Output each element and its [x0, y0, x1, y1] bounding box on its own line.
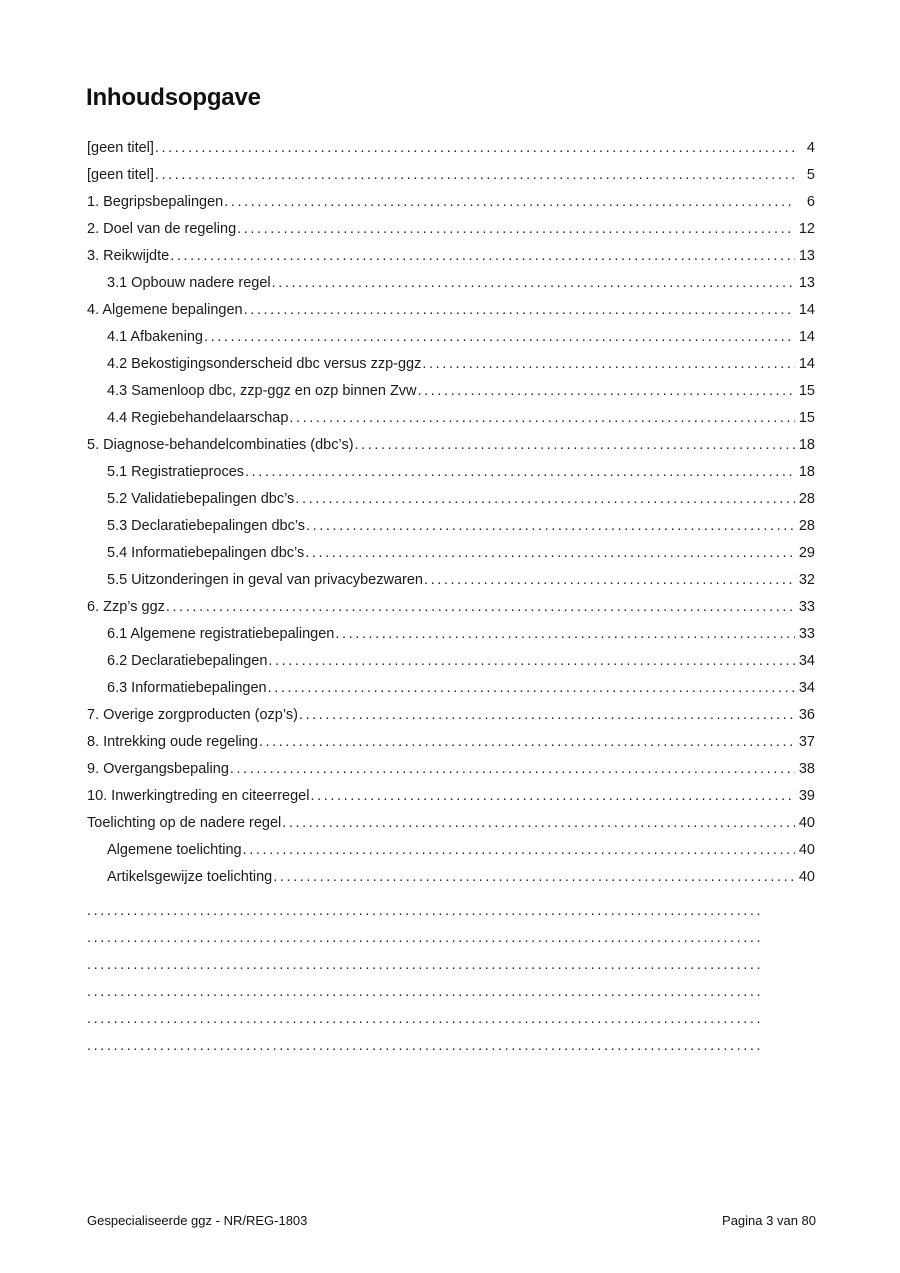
toc-entry-label: 3. Reikwijdte — [87, 248, 170, 264]
toc-entry[interactable] — [87, 621, 815, 648]
toc-leader-dots — [268, 648, 794, 675]
toc-entry-page: 39 — [798, 788, 815, 804]
toc-leader-dots — [244, 297, 795, 324]
toc-entry[interactable] — [87, 459, 815, 486]
toc-leader-dots — [166, 594, 795, 621]
toc-entry-page: 13 — [798, 248, 815, 264]
toc-entry[interactable] — [87, 594, 815, 621]
toc-entry-label: Toelichting op de nadere regel — [87, 815, 282, 831]
toc-entry-page: 40 — [798, 842, 815, 858]
toc-entry-label: 4.2 Bekostigingsonderscheid dbc versus zzp-ggz — [107, 356, 422, 372]
toc-entry-label: 3.1 Opbouw nadere regel — [107, 275, 271, 291]
toc-entry-label: 9. Overgangsbepaling — [87, 761, 229, 777]
toc-entry-page: 38 — [798, 761, 815, 777]
toc-entry-page: 33 — [798, 626, 815, 642]
toc-leader-dots — [289, 405, 794, 432]
toc-entry-label: 7. Overige zorgproducten (ozp’s) — [87, 707, 298, 723]
toc-entry-label: 6.1 Algemene registratiebepalingen — [107, 626, 335, 642]
page-title: Inhoudsopgave — [86, 84, 261, 111]
toc-entry-page: 15 — [798, 383, 815, 399]
toc-leader-dots — [299, 702, 795, 729]
toc-leader-dots — [282, 810, 795, 837]
toc-entry-label: 5. Diagnose-behandelcombinaties (dbc’s) — [87, 437, 354, 453]
toc-entry-page: 34 — [798, 680, 815, 696]
toc-entry-page: 13 — [798, 275, 815, 291]
toc-leader-dots — [310, 783, 794, 810]
toc-entry-page: 29 — [798, 545, 815, 561]
toc-entry[interactable] — [87, 756, 815, 783]
toc-leader-dots — [272, 270, 795, 297]
toc-entry-label: 1. Begripsbepalingen — [87, 194, 224, 210]
toc-entry-page: 28 — [798, 518, 815, 534]
toc-entry-label: 4.1 Afbakening — [107, 329, 203, 345]
toc-leader-dots — [273, 864, 795, 891]
toc-entry[interactable] — [87, 540, 815, 567]
toc-entry[interactable] — [87, 297, 815, 324]
toc-entry[interactable] — [87, 864, 815, 891]
toc-leader-dots — [237, 216, 795, 243]
toc-leader-dots — [230, 756, 795, 783]
toc-entry-page: 6 — [806, 194, 815, 210]
toc-entry[interactable] — [87, 351, 815, 378]
toc-leader-dots — [245, 459, 795, 486]
toc-entry-page: 33 — [798, 599, 815, 615]
toc-entry-label: 5.1 Registratieproces — [107, 464, 245, 480]
toc-leader-dots — [424, 567, 795, 594]
toc-entry[interactable] — [87, 810, 815, 837]
toc-entry[interactable] — [87, 486, 815, 513]
toc-entry-label: 4. Algemene bepalingen — [87, 302, 243, 318]
toc-entry-label: 5.4 Informatiebepalingen dbc’s — [107, 545, 305, 561]
toc-leader-dots — [155, 162, 795, 189]
toc-entry-page: 18 — [798, 464, 815, 480]
toc-leader-dots — [155, 135, 795, 162]
toc-leader-dots — [204, 324, 795, 351]
toc-entry-label: 10. Inwerkingtreding en citeerregel — [87, 788, 310, 804]
toc-leader-dots — [305, 540, 795, 567]
toc-entry-page: 5 — [806, 167, 815, 183]
toc-entry[interactable] — [87, 567, 815, 594]
toc-entry-label: 5.2 Validatiebepalingen dbc’s — [107, 491, 295, 507]
toc-entry[interactable] — [87, 837, 815, 864]
toc-entry-page: 28 — [798, 491, 815, 507]
toc-leader-dots — [306, 513, 795, 540]
toc-entry-label: 2. Doel van de regeling — [87, 221, 237, 237]
toc-entry-page: 36 — [798, 707, 815, 723]
toc-leader-dots — [170, 243, 795, 270]
toc-entry[interactable] — [87, 648, 815, 675]
toc-entry[interactable] — [87, 324, 815, 351]
toc-entry-label: Algemene toelichting — [107, 842, 242, 858]
toc-entry-page: 34 — [798, 653, 815, 669]
toc-leader-dots — [355, 432, 795, 459]
toc-entry-label: 5.3 Declaratiebepalingen dbc’s — [107, 518, 306, 534]
toc-entry-page: 40 — [798, 869, 815, 885]
toc-entry[interactable] — [87, 189, 815, 216]
toc-entry-label: [geen titel] — [87, 167, 154, 183]
footer-page-number: Pagina 3 van 80 — [722, 1213, 816, 1228]
toc-entry[interactable] — [87, 270, 815, 297]
toc-entry[interactable] — [87, 378, 815, 405]
toc-entry-page: 14 — [798, 302, 815, 318]
toc-entry-page: 4 — [806, 140, 815, 156]
toc-entry[interactable] — [87, 216, 815, 243]
toc-entry[interactable] — [87, 702, 815, 729]
table-of-contents — [87, 135, 815, 891]
toc-leader-dots — [259, 729, 795, 756]
toc-entry[interactable] — [87, 783, 815, 810]
toc-entry-label: Artikelsgewijze toelichting — [107, 869, 273, 885]
toc-leader-dots — [243, 837, 795, 864]
toc-entry-label: [geen titel] — [87, 140, 154, 156]
toc-leader-dots — [422, 351, 795, 378]
toc-entry-page: 14 — [798, 356, 815, 372]
toc-entry[interactable] — [87, 432, 815, 459]
toc-entry-label: 4.3 Samenloop dbc, zzp-ggz en ozp binnen Zvw — [107, 383, 417, 399]
toc-entry-page: 15 — [798, 410, 815, 426]
toc-entry-label: 5.5 Uitzonderingen in geval van privacybezwaren — [107, 572, 423, 588]
toc-leader-dots — [268, 675, 795, 702]
toc-entry-label: 6.3 Informatiebepalingen — [107, 680, 267, 696]
toc-entry-page: 12 — [798, 221, 815, 237]
toc-leader-dots — [295, 486, 795, 513]
toc-leader-dots — [418, 378, 795, 405]
footer-document-title: Gespecialiseerde ggz - NR/REG-1803 — [87, 1213, 308, 1228]
toc-entry-label: 6.2 Declaratiebepalingen — [107, 653, 268, 669]
toc-entry[interactable] — [87, 513, 815, 540]
toc-entry[interactable] — [87, 405, 815, 432]
blank-dot-row — [87, 1033, 764, 1060]
toc-entry[interactable] — [87, 729, 815, 756]
toc-entry-page: 40 — [798, 815, 815, 831]
toc-entry-page: 18 — [798, 437, 815, 453]
blank-dot-row — [87, 1006, 764, 1033]
toc-entry[interactable] — [87, 675, 815, 702]
toc-entry-page: 37 — [798, 734, 815, 750]
toc-leader-dots — [224, 189, 795, 216]
blank-dot-row — [87, 925, 764, 952]
toc-entry-page: 14 — [798, 329, 815, 345]
toc-entry-page: 32 — [798, 572, 815, 588]
toc-entry[interactable] — [87, 162, 815, 189]
toc-entry-label: 6. Zzp’s ggz — [87, 599, 165, 615]
blank-dot-row — [87, 952, 764, 979]
toc-entry[interactable] — [87, 135, 815, 162]
toc-entry-label: 8. Intrekking oude regeling — [87, 734, 258, 750]
toc-leader-dots — [335, 621, 795, 648]
blank-dot-row — [87, 898, 764, 925]
toc-entry[interactable] — [87, 243, 815, 270]
toc-entry-label: 4.4 Regiebehandelaarschap — [107, 410, 289, 426]
blank-dot-row — [87, 979, 764, 1006]
